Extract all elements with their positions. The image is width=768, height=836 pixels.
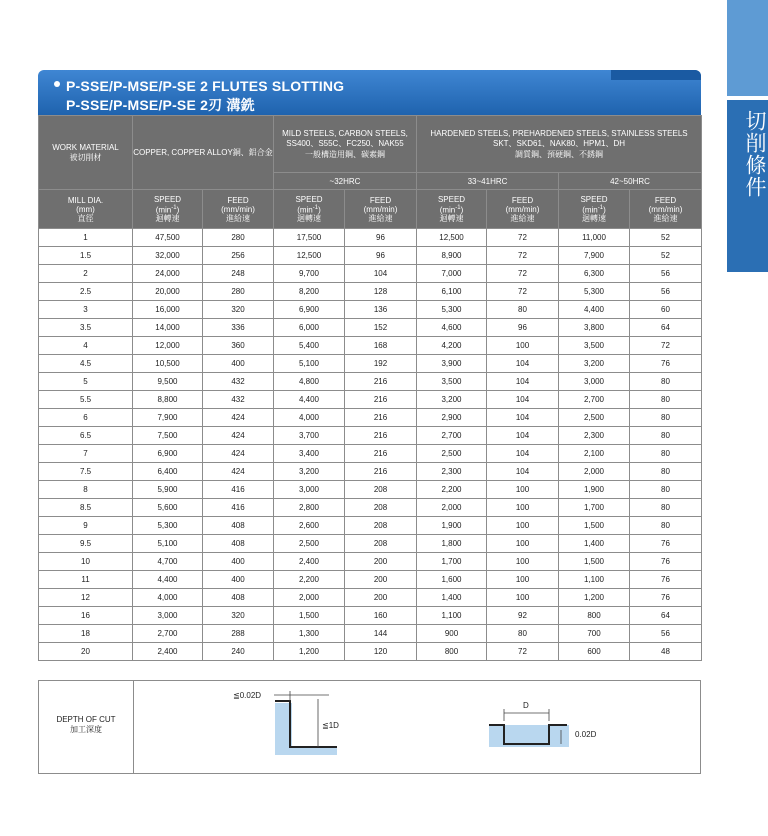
table-cell: 12,500 [274, 247, 345, 265]
table-cell: 100 [487, 517, 559, 535]
table-row [39, 625, 702, 643]
table-cell: 216 [345, 391, 417, 409]
table-cell: 424 [203, 445, 274, 463]
table-cell: 2,900 [417, 409, 487, 427]
table-cell: 2,300 [559, 427, 630, 445]
table-cell: 4,200 [417, 337, 487, 355]
table-cell: 2,500 [559, 409, 630, 427]
mill-dia-cell: 7.5 [39, 463, 133, 481]
table-cell: 7,500 [133, 427, 203, 445]
table-cell: 248 [203, 265, 274, 283]
mill-dia-cell: 8 [39, 481, 133, 499]
table-cell: 900 [417, 625, 487, 643]
table-cell: 104 [345, 265, 417, 283]
table-cell: 200 [345, 589, 417, 607]
table-cell: 4,600 [417, 319, 487, 337]
table-cell: 200 [345, 571, 417, 589]
table-cell: 424 [203, 427, 274, 445]
table-cell: 400 [203, 571, 274, 589]
table-cell: 152 [345, 319, 417, 337]
section-title-bar [38, 70, 701, 115]
table-cell: 2,200 [417, 481, 487, 499]
table-cell: 80 [630, 499, 702, 517]
table-cell: 3,500 [417, 373, 487, 391]
table-cell: 80 [630, 391, 702, 409]
mill-dia-cell: 9.5 [39, 535, 133, 553]
table-cell: 216 [345, 427, 417, 445]
depth-of-cut-section [38, 680, 701, 774]
table-cell: 1,600 [417, 571, 487, 589]
mill-dia-cell: 3 [39, 301, 133, 319]
table-row [39, 337, 702, 355]
feed-header: FEED (mm/min) 進給速 [630, 190, 702, 229]
table-row [39, 571, 702, 589]
table-row [39, 481, 702, 499]
table-cell: 432 [203, 373, 274, 391]
speed-header: SPEED $(\min^{-1})$ 迴轉速 [559, 190, 630, 229]
table-cell: 80 [630, 463, 702, 481]
table-cell: 76 [630, 355, 702, 373]
table-cell: 128 [345, 283, 417, 301]
table-cell: 800 [417, 643, 487, 661]
table-cell: 408 [203, 589, 274, 607]
table-cell: 3,200 [274, 463, 345, 481]
table-cell: 72 [487, 265, 559, 283]
table-cell: 416 [203, 499, 274, 517]
table-cell: 1,100 [559, 571, 630, 589]
mill-dia-cell: 6.5 [39, 427, 133, 445]
table-cell: 1,500 [274, 607, 345, 625]
table-row [39, 229, 702, 247]
table-cell: 208 [345, 535, 417, 553]
table-cell: 208 [345, 481, 417, 499]
table-cell: 6,400 [133, 463, 203, 481]
table-cell: 320 [203, 607, 274, 625]
table-cell: 600 [559, 643, 630, 661]
table-cell: 6,100 [417, 283, 487, 301]
table-cell: 10,500 [133, 355, 203, 373]
side-tab-divider [727, 96, 768, 100]
hardness-1: ~32HRC [274, 173, 417, 190]
copper-header: COPPER, COPPER ALLOY銅、鋁合金 [133, 116, 274, 190]
table-cell: 216 [345, 373, 417, 391]
hardness-3: 42~50HRC [559, 173, 702, 190]
speed-header: SPEED $(\min^{-1})$ 迴轉速 [274, 190, 345, 229]
table-cell: 7,900 [559, 247, 630, 265]
table-cell: 104 [487, 463, 559, 481]
table-cell: 4,800 [274, 373, 345, 391]
table-cell: 3,000 [133, 607, 203, 625]
table-cell: 9,700 [274, 265, 345, 283]
table-cell: 92 [487, 607, 559, 625]
table-cell: 56 [630, 625, 702, 643]
table-cell: 2,800 [274, 499, 345, 517]
table-cell: 424 [203, 463, 274, 481]
mill-dia-cell: 9 [39, 517, 133, 535]
table-cell: 3,200 [417, 391, 487, 409]
table-cell: 104 [487, 445, 559, 463]
table-cell: 6,900 [274, 301, 345, 319]
speed-header: SPEED $(\min^{-1})$ 迴轉速 [133, 190, 203, 229]
table-cell: 56 [630, 265, 702, 283]
table-cell: 4,400 [559, 301, 630, 319]
table-cell: 60 [630, 301, 702, 319]
table-cell: 3,500 [559, 337, 630, 355]
table-cell: 4,000 [274, 409, 345, 427]
mill-dia-cell: 4 [39, 337, 133, 355]
table-cell: 5,100 [274, 355, 345, 373]
table-cell: 12,500 [417, 229, 487, 247]
depth-label-axial: ≦1D [322, 721, 339, 730]
table-cell: 4,400 [133, 571, 203, 589]
table-row [39, 247, 702, 265]
table-cell: 72 [630, 337, 702, 355]
side-tab-label: 切削條件 [743, 110, 767, 198]
table-cell: 3,900 [417, 355, 487, 373]
table-row [39, 409, 702, 427]
table-cell: 52 [630, 229, 702, 247]
table-cell: 72 [487, 247, 559, 265]
table-cell: 104 [487, 373, 559, 391]
table-cell: 1,400 [417, 589, 487, 607]
table-cell: 76 [630, 553, 702, 571]
table-cell: 288 [203, 625, 274, 643]
table-cell: 48 [630, 643, 702, 661]
table-cell: 96 [487, 319, 559, 337]
mill-dia-cell: 1.5 [39, 247, 133, 265]
table-cell: 12,000 [133, 337, 203, 355]
table-cell: 432 [203, 391, 274, 409]
table-cell: 11,000 [559, 229, 630, 247]
feed-header: FEED (mm/min) 進給速 [345, 190, 417, 229]
bullet-icon [54, 81, 60, 87]
table-cell: 76 [630, 535, 702, 553]
table-cell: 2,700 [417, 427, 487, 445]
table-cell: 104 [487, 391, 559, 409]
mill-dia-cell: 1 [39, 229, 133, 247]
table-cell: 3,400 [274, 445, 345, 463]
table-cell: 52 [630, 247, 702, 265]
table-cell: 2,500 [417, 445, 487, 463]
table-cell: 1,100 [417, 607, 487, 625]
table-cell: 96 [345, 247, 417, 265]
table-cell: 64 [630, 607, 702, 625]
table-cell: 100 [487, 589, 559, 607]
mill-dia-cell: 10 [39, 553, 133, 571]
table-cell: 80 [630, 481, 702, 499]
table-row [39, 445, 702, 463]
table-cell: 1,200 [274, 643, 345, 661]
table-cell: 256 [203, 247, 274, 265]
table-cell: 2,100 [559, 445, 630, 463]
table-cell: 56 [630, 283, 702, 301]
hardness-2: 33~41HRC [417, 173, 559, 190]
table-cell: 416 [203, 481, 274, 499]
mill-dia-cell: 5 [39, 373, 133, 391]
table-cell: 1,700 [559, 499, 630, 517]
table-cell: 2,200 [274, 571, 345, 589]
title-line-2: P-SSE/P-MSE/P-SE 2刃 溝銑 [66, 97, 255, 113]
table-cell: 7,000 [417, 265, 487, 283]
table-cell: 80 [487, 301, 559, 319]
speed-header: SPEED $(\min^{-1})$ 迴轉速 [417, 190, 487, 229]
table-cell: 2,000 [559, 463, 630, 481]
table-cell: 1,500 [559, 553, 630, 571]
depth-label-radial: ≦0.02D [233, 691, 262, 700]
table-cell: 76 [630, 571, 702, 589]
table-row [39, 283, 702, 301]
table-cell: 3,000 [559, 373, 630, 391]
table-cell: 120 [345, 643, 417, 661]
table-cell: 3,700 [274, 427, 345, 445]
table-cell: 104 [487, 427, 559, 445]
table-cell: 208 [345, 517, 417, 535]
table-cell: 100 [487, 535, 559, 553]
table-cell: 72 [487, 229, 559, 247]
table-cell: 100 [487, 571, 559, 589]
table-cell: 2,700 [559, 391, 630, 409]
table-cell: 96 [345, 229, 417, 247]
mill-dia-cell: 20 [39, 643, 133, 661]
table-cell: 1,800 [417, 535, 487, 553]
table-cell: 8,800 [133, 391, 203, 409]
table-cell: 424 [203, 409, 274, 427]
table-row [39, 373, 702, 391]
table-cell: 144 [345, 625, 417, 643]
table-cell: 80 [630, 409, 702, 427]
table-cell: 400 [203, 553, 274, 571]
table-cell: 5,300 [559, 283, 630, 301]
depth-diagrams [39, 681, 700, 773]
table-row [39, 589, 702, 607]
table-cell: 100 [487, 337, 559, 355]
mill-dia-cell: 16 [39, 607, 133, 625]
depth-label-depth: 0.02D [575, 730, 597, 739]
table-cell: 1,700 [417, 553, 487, 571]
side-section-tab[interactable] [727, 0, 768, 272]
table-cell: 168 [345, 337, 417, 355]
header-row-params [39, 190, 702, 229]
table-cell: 2,500 [274, 535, 345, 553]
table-row [39, 427, 702, 445]
table-cell: 32,000 [133, 247, 203, 265]
table-cell: 16,000 [133, 301, 203, 319]
table-cell: 5,300 [133, 517, 203, 535]
table-cell: 6,900 [133, 445, 203, 463]
table-cell: 208 [345, 499, 417, 517]
table-cell: 2,400 [133, 643, 203, 661]
table-cell: 192 [345, 355, 417, 373]
table-row [39, 607, 702, 625]
feed-header: FEED (mm/min) 進給速 [487, 190, 559, 229]
table-row [39, 643, 702, 661]
hardened-steel-header: HARDENED STEELS, PREHARDENED STEELS, STAINLESS STEELS SKT、SKD61、NAK80、HPM1、DH 調質鋼、預硬鋼、不銹鋼 [417, 116, 702, 173]
table-cell: 47,500 [133, 229, 203, 247]
table-cell: 2,700 [133, 625, 203, 643]
table-cell: 2,000 [417, 499, 487, 517]
work-material-header: WORK MATERIAL 被切削材 [39, 116, 133, 190]
table-cell: 4,400 [274, 391, 345, 409]
table-cell: 280 [203, 283, 274, 301]
mill-dia-cell: 11 [39, 571, 133, 589]
table-cell: 800 [559, 607, 630, 625]
table-row [39, 463, 702, 481]
table-cell: 9,500 [133, 373, 203, 391]
title-accent [611, 70, 701, 80]
table-cell: 5,600 [133, 499, 203, 517]
table-cell: 216 [345, 409, 417, 427]
table-cell: 408 [203, 535, 274, 553]
table-row [39, 319, 702, 337]
table-cell: 4,700 [133, 553, 203, 571]
table-cell: 1,400 [559, 535, 630, 553]
table-cell: 1,500 [559, 517, 630, 535]
mill-dia-header: MILL DIA. (mm) 直徑 [39, 190, 133, 229]
table-cell: 5,300 [417, 301, 487, 319]
table-cell: 8,200 [274, 283, 345, 301]
table-cell: 3,000 [274, 481, 345, 499]
mill-dia-cell: 2.5 [39, 283, 133, 301]
mill-dia-cell: 7 [39, 445, 133, 463]
table-cell: 80 [630, 427, 702, 445]
table-cell: 216 [345, 445, 417, 463]
table-cell: 76 [630, 589, 702, 607]
table-cell: 200 [345, 553, 417, 571]
table-cell: 80 [630, 373, 702, 391]
table-cell: 408 [203, 517, 274, 535]
table-cell: 80 [630, 517, 702, 535]
table-cell: 700 [559, 625, 630, 643]
mild-steel-header: MILD STEELS, CARBON STEELS, SS400、S55C、FC250、NAK55 一般構造用鋼、碳素鋼 [274, 116, 417, 173]
table-cell: 17,500 [274, 229, 345, 247]
header-row-materials [39, 116, 702, 173]
table-row [39, 265, 702, 283]
table-cell: 3,200 [559, 355, 630, 373]
table-row [39, 535, 702, 553]
table-cell: 100 [487, 481, 559, 499]
table-cell: 5,100 [133, 535, 203, 553]
table-cell: 3,800 [559, 319, 630, 337]
depth-diagram-slot [233, 691, 339, 755]
table-cell: 400 [203, 355, 274, 373]
mill-dia-cell: 18 [39, 625, 133, 643]
table-cell: 80 [630, 445, 702, 463]
table-cell: 104 [487, 409, 559, 427]
table-row [39, 553, 702, 571]
depth-of-cut-label: DEPTH OF CUT 加工深度 [39, 681, 134, 773]
table-cell: 5,900 [133, 481, 203, 499]
mill-dia-cell: 5.5 [39, 391, 133, 409]
table-cell: 24,000 [133, 265, 203, 283]
title-line-1: P-SSE/P-MSE/P-SE 2 FLUTES SLOTTING [66, 78, 345, 94]
mill-dia-cell: 4.5 [39, 355, 133, 373]
table-row [39, 355, 702, 373]
table-cell: 14,000 [133, 319, 203, 337]
mill-dia-cell: 12 [39, 589, 133, 607]
mill-dia-cell: 8.5 [39, 499, 133, 517]
table-row [39, 499, 702, 517]
table-cell: 8,900 [417, 247, 487, 265]
table-cell: 64 [630, 319, 702, 337]
table-cell: 336 [203, 319, 274, 337]
table-cell: 280 [203, 229, 274, 247]
table-row [39, 391, 702, 409]
table-cell: 320 [203, 301, 274, 319]
table-cell: 1,900 [559, 481, 630, 499]
table-cell: 100 [487, 553, 559, 571]
table-cell: 216 [345, 463, 417, 481]
table-cell: 72 [487, 643, 559, 661]
mill-dia-cell: 2 [39, 265, 133, 283]
table-cell: 6,300 [559, 265, 630, 283]
table-cell: 2,600 [274, 517, 345, 535]
table-cell: 360 [203, 337, 274, 355]
table-cell: 2,000 [274, 589, 345, 607]
side-tab-highlight [727, 0, 768, 98]
depth-diagram-slot-2 [489, 701, 597, 747]
table-cell: 4,000 [133, 589, 203, 607]
table-cell: 20,000 [133, 283, 203, 301]
table-row [39, 517, 702, 535]
table-cell: 5,400 [274, 337, 345, 355]
table-cell: 72 [487, 283, 559, 301]
table-cell: 2,300 [417, 463, 487, 481]
mill-dia-cell: 3.5 [39, 319, 133, 337]
table-cell: 104 [487, 355, 559, 373]
table-row [39, 301, 702, 319]
table-cell: 7,900 [133, 409, 203, 427]
table-cell: 1,300 [274, 625, 345, 643]
table-cell: 136 [345, 301, 417, 319]
table-cell: 2,400 [274, 553, 345, 571]
table-cell: 1,900 [417, 517, 487, 535]
table-cell: 1,200 [559, 589, 630, 607]
depth-label-width: D [523, 701, 529, 710]
table-cell: 240 [203, 643, 274, 661]
table-cell: 80 [487, 625, 559, 643]
feed-header: FEED (mm/min) 進給速 [203, 190, 274, 229]
table-cell: 6,000 [274, 319, 345, 337]
cutting-conditions-table [38, 115, 702, 661]
table-cell: 160 [345, 607, 417, 625]
mill-dia-cell: 6 [39, 409, 133, 427]
table-cell: 100 [487, 499, 559, 517]
